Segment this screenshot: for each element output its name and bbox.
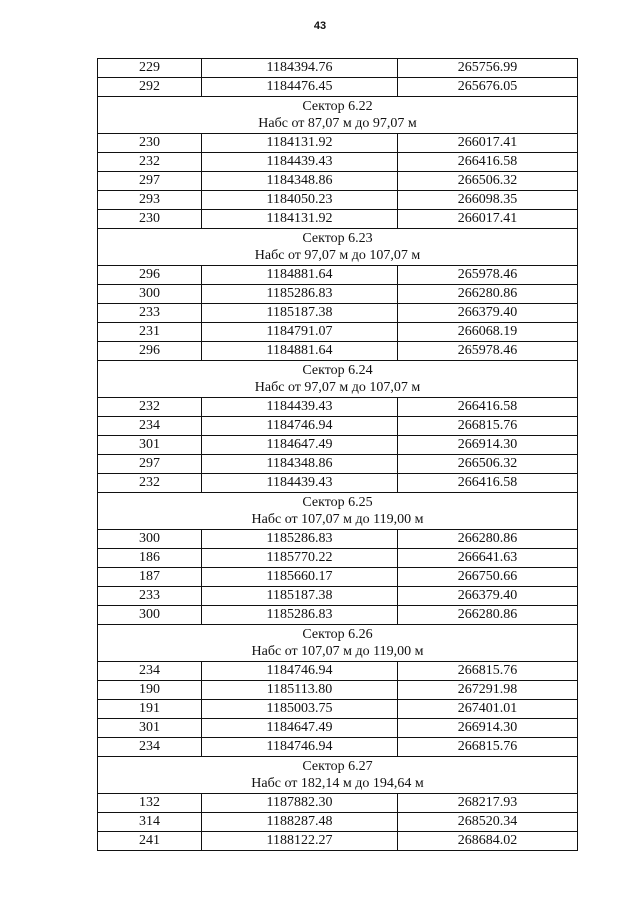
y-coordinate-cell: 266379.40 (398, 587, 578, 606)
table-row (98, 662, 578, 681)
y-coordinate-cell: 266815.76 (398, 662, 578, 681)
y-coordinate-cell: 266506.32 (398, 172, 578, 191)
point-number-cell: 230 (98, 210, 202, 229)
table-row (98, 323, 578, 342)
y-coordinate-cell: 266379.40 (398, 304, 578, 323)
x-coordinate-cell: 1184791.07 (202, 323, 398, 342)
point-number-cell: 132 (98, 794, 202, 813)
sector-title: Сектор 6.25 (302, 495, 373, 510)
sector-height-range: Набс от 97,07 м до 107,07 м (254, 248, 421, 263)
table-row (98, 78, 578, 97)
x-coordinate-cell: 1188287.48 (202, 813, 398, 832)
y-coordinate-cell: 268520.34 (398, 813, 578, 832)
y-coordinate-cell: 266506.32 (398, 455, 578, 474)
x-coordinate-cell: 1184881.64 (202, 342, 398, 361)
sector-header-row (98, 361, 578, 398)
sector-header-row (98, 757, 578, 794)
point-number-cell: 230 (98, 134, 202, 153)
table-row (98, 436, 578, 455)
x-coordinate-cell: 1184131.92 (202, 210, 398, 229)
x-coordinate-cell: 1184439.43 (202, 398, 398, 417)
table-row (98, 398, 578, 417)
y-coordinate-cell: 266815.76 (398, 417, 578, 436)
sector-height-range: Набс от 107,07 м до 119,00 м (251, 512, 424, 527)
point-number-cell: 229 (98, 59, 202, 78)
table-row (98, 59, 578, 78)
y-coordinate-cell: 266416.58 (398, 398, 578, 417)
x-coordinate-cell: 1184348.86 (202, 455, 398, 474)
y-coordinate-cell: 268217.93 (398, 794, 578, 813)
y-coordinate-cell: 266641.63 (398, 549, 578, 568)
sector-height-range: Набс от 87,07 м до 97,07 м (258, 116, 417, 131)
point-number-cell: 297 (98, 455, 202, 474)
y-coordinate-cell: 266017.41 (398, 210, 578, 229)
y-coordinate-cell: 266098.35 (398, 191, 578, 210)
sector-header-cell (98, 361, 578, 398)
sector-header-cell (98, 757, 578, 794)
x-coordinate-cell: 1184439.43 (202, 153, 398, 172)
x-coordinate-cell: 1184131.92 (202, 134, 398, 153)
sector-header-row (98, 229, 578, 266)
table-row (98, 700, 578, 719)
point-number-cell: 231 (98, 323, 202, 342)
point-number-cell: 300 (98, 530, 202, 549)
y-coordinate-cell: 265756.99 (398, 59, 578, 78)
table-row (98, 719, 578, 738)
table-row (98, 738, 578, 757)
point-number-cell: 232 (98, 153, 202, 172)
y-coordinate-cell: 267401.01 (398, 700, 578, 719)
x-coordinate-cell: 1187882.30 (202, 794, 398, 813)
table-row (98, 134, 578, 153)
x-coordinate-cell: 1184746.94 (202, 662, 398, 681)
table-row (98, 266, 578, 285)
point-number-cell: 234 (98, 662, 202, 681)
x-coordinate-cell: 1188122.27 (202, 832, 398, 851)
sector-header-cell (98, 97, 578, 134)
x-coordinate-cell: 1184050.23 (202, 191, 398, 210)
x-coordinate-cell: 1184881.64 (202, 266, 398, 285)
x-coordinate-cell: 1185003.75 (202, 700, 398, 719)
x-coordinate-cell: 1184348.86 (202, 172, 398, 191)
x-coordinate-cell: 1184439.43 (202, 474, 398, 493)
table-row (98, 172, 578, 191)
point-number-cell: 187 (98, 568, 202, 587)
y-coordinate-cell: 266914.30 (398, 436, 578, 455)
table-row (98, 681, 578, 700)
y-coordinate-cell: 266280.86 (398, 530, 578, 549)
point-number-cell: 301 (98, 719, 202, 738)
sector-height-range: Набс от 97,07 м до 107,07 м (254, 380, 421, 395)
table-row (98, 606, 578, 625)
point-number-cell: 292 (98, 78, 202, 97)
y-coordinate-cell: 266068.19 (398, 323, 578, 342)
x-coordinate-cell: 1185187.38 (202, 587, 398, 606)
x-coordinate-cell: 1185286.83 (202, 606, 398, 625)
point-number-cell: 190 (98, 681, 202, 700)
sector-title: Сектор 6.27 (302, 759, 373, 774)
point-number-cell: 234 (98, 417, 202, 436)
y-coordinate-cell: 266416.58 (398, 474, 578, 493)
table-row (98, 191, 578, 210)
y-coordinate-cell: 266815.76 (398, 738, 578, 757)
y-coordinate-cell: 266416.58 (398, 153, 578, 172)
point-number-cell: 191 (98, 700, 202, 719)
y-coordinate-cell: 268684.02 (398, 832, 578, 851)
x-coordinate-cell: 1185187.38 (202, 304, 398, 323)
point-number-cell: 300 (98, 606, 202, 625)
x-coordinate-cell: 1185286.83 (202, 285, 398, 304)
point-number-cell: 297 (98, 172, 202, 191)
x-coordinate-cell: 1185770.22 (202, 549, 398, 568)
y-coordinate-cell: 266017.41 (398, 134, 578, 153)
table-row (98, 474, 578, 493)
sector-header-cell (98, 493, 578, 530)
point-number-cell: 232 (98, 474, 202, 493)
table-row (98, 285, 578, 304)
sector-header-cell (98, 229, 578, 266)
y-coordinate-cell: 266750.66 (398, 568, 578, 587)
sector-title: Сектор 6.26 (302, 627, 373, 642)
y-coordinate-cell: 265676.05 (398, 78, 578, 97)
point-number-cell: 293 (98, 191, 202, 210)
point-number-cell: 241 (98, 832, 202, 851)
sector-title: Сектор 6.23 (302, 231, 373, 246)
y-coordinate-cell: 266280.86 (398, 606, 578, 625)
y-coordinate-cell: 267291.98 (398, 681, 578, 700)
table-row (98, 530, 578, 549)
x-coordinate-cell: 1184394.76 (202, 59, 398, 78)
point-number-cell: 296 (98, 342, 202, 361)
table-row (98, 153, 578, 172)
x-coordinate-cell: 1184476.45 (202, 78, 398, 97)
table-row (98, 455, 578, 474)
point-number-cell: 300 (98, 285, 202, 304)
sector-title: Сектор 6.22 (302, 99, 373, 114)
table-row (98, 587, 578, 606)
x-coordinate-cell: 1184746.94 (202, 417, 398, 436)
x-coordinate-cell: 1185113.80 (202, 681, 398, 700)
y-coordinate-cell: 266914.30 (398, 719, 578, 738)
point-number-cell: 186 (98, 549, 202, 568)
point-number-cell: 234 (98, 738, 202, 757)
table-row (98, 417, 578, 436)
point-number-cell: 232 (98, 398, 202, 417)
sector-header-row (98, 493, 578, 530)
point-number-cell: 301 (98, 436, 202, 455)
sector-header-cell (98, 625, 578, 662)
sector-title: Сектор 6.24 (302, 363, 373, 378)
sector-header-row (98, 625, 578, 662)
page-number: 43 (313, 20, 327, 32)
point-number-cell: 233 (98, 304, 202, 323)
point-number-cell: 233 (98, 587, 202, 606)
y-coordinate-cell: 265978.46 (398, 342, 578, 361)
coordinates-table (97, 58, 578, 851)
table-row (98, 210, 578, 229)
x-coordinate-cell: 1184647.49 (202, 436, 398, 455)
table-row (98, 342, 578, 361)
table-row (98, 568, 578, 587)
y-coordinate-cell: 266280.86 (398, 285, 578, 304)
sector-header-row (98, 97, 578, 134)
table-row (98, 304, 578, 323)
x-coordinate-cell: 1184647.49 (202, 719, 398, 738)
x-coordinate-cell: 1184746.94 (202, 738, 398, 757)
point-number-cell: 296 (98, 266, 202, 285)
x-coordinate-cell: 1185286.83 (202, 530, 398, 549)
sector-height-range: Набс от 107,07 м до 119,00 м (251, 644, 424, 659)
x-coordinate-cell: 1185660.17 (202, 568, 398, 587)
table-row (98, 794, 578, 813)
point-number-cell: 314 (98, 813, 202, 832)
y-coordinate-cell: 265978.46 (398, 266, 578, 285)
table-row (98, 813, 578, 832)
table-row (98, 832, 578, 851)
sector-height-range: Набс от 182,14 м до 194,64 м (251, 776, 424, 791)
table-row (98, 549, 578, 568)
